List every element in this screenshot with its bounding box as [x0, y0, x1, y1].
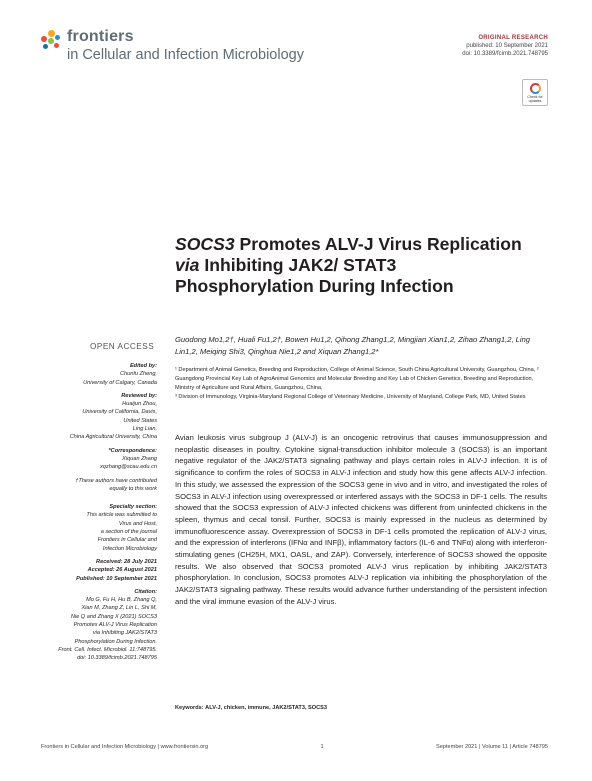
correspondence: [30, 447, 157, 472]
citation-line: Mo G, Fu H, Hu B, Zhang Q,: [86, 597, 157, 604]
article-title: [175, 234, 535, 297]
equal-contribution-note: †These authors have contributed equally to this work: [75, 477, 157, 492]
citation-line: Xian M, Zhang Z, Lin L, Shi M,: [81, 605, 157, 612]
received-date: Received: 28 July 2021: [96, 558, 157, 565]
article-sidebar: [30, 362, 157, 668]
footer-volume: September 2021 | Volume 11 | Article 748795: [436, 744, 548, 750]
title-text-1: Promotes ALV-J Virus Replication: [234, 234, 522, 254]
published-date-sidebar: Published: 10 September 2021: [76, 575, 157, 582]
article-dates: [30, 558, 157, 583]
specialty-line: a section of the journal: [100, 529, 157, 536]
title-text-2: Inhibiting JAK2/ STAT3 Phosphorylation During Infection: [175, 255, 454, 296]
frontiers-logo-icon: [41, 30, 63, 52]
reviewed-by-label: Reviewed by:: [121, 392, 157, 399]
citation-doi[interactable]: doi: 10.3389/fcimb.2021.748795: [77, 655, 157, 662]
footer-journal: Frontiers in Cellular and Infection Microbiology | www.frontiersin.org: [41, 744, 209, 750]
citation-line: Promotes ALV-J Virus Replication: [73, 622, 157, 629]
author-list: Guodong Mo1,2†, Huali Fu1,2†, Bowen Hu1,2, Qihong Zhang1,2, Mingjian Xian1,2, Zihao Zhang1,2, Ling Lin1,2, Meiqing Shi3, Qinghua Nie1,2 and Xiquan Zhang1,2*: [175, 335, 531, 356]
published-date: published: 10 September 2021: [466, 43, 548, 49]
citation-line: Phosphorylation During Infection.: [74, 638, 157, 645]
citation-label: Citation:: [134, 588, 157, 595]
title-gene: SOCS3: [175, 234, 235, 254]
article-type: ORIGINAL RESEARCH: [478, 35, 548, 41]
reviewer-1-country: United States: [123, 417, 157, 424]
title-via: via: [175, 255, 200, 275]
doi[interactable]: doi: 10.3389/fcimb.2021.748795: [462, 51, 548, 57]
editor-name: Chunfu Zheng,: [119, 371, 157, 378]
reviewer-2-name: Ling Lian,: [132, 426, 157, 433]
brand-name: frontiers: [67, 28, 134, 45]
affiliations: [175, 366, 545, 402]
accepted-date: Accepted: 26 August 2021: [87, 567, 157, 574]
check-updates-label: Check for updates: [527, 95, 543, 103]
page-number: 1: [320, 744, 324, 750]
specialty-line: Virus and Host,: [118, 520, 157, 527]
specialty-line: Infection Microbiology: [102, 545, 157, 552]
edited-by-label: Edited by:: [129, 363, 157, 369]
reviewer-1-affiliation: University of California, Davis,: [82, 409, 157, 416]
check-for-updates-button[interactable]: [522, 79, 548, 106]
reviewed-by: [30, 392, 157, 442]
citation-line: via Inhibiting JAK2/STAT3: [92, 630, 157, 637]
edited-by: [30, 362, 157, 387]
keywords-label: Keywords:: [175, 705, 204, 711]
reviewer-2-affiliation: China Agricultural University, China: [69, 434, 157, 441]
affiliation-1-2: ¹ Department of Animal Genetics, Breeding and Reproduction, College of Animal Science, South China Agricultural University, Guangzhou, China, ² Guangdong Provincial Key Lab of AgroAnimal Genomics and Molecular Breeding and Key Lab of Chicken Genetics, Breeding and Reproduction, Ministry of Agriculture and Rural Affairs, Guangzhou, China,: [175, 367, 539, 391]
affiliation-3: ³ Division of Immunology, Virginia-Maryland Regional College of Veterinary Medicine, University of Maryland, College Park, MD, United States: [175, 394, 526, 400]
abstract: Avian leukosis virus subgroup J (ALV-J) is an oncogenic retrovirus that causes immunosuppression and neoplastic diseases in poultry. Cytokine signal-transduction inhibitor molecule 3 (SOCS3) is an important negative regulator of the JAK2/STAT3 signaling pathway and plays certain roles in ALV-J infection. It is of significance to confirm the roles of SOCS3 in ALV-J infection and study how this gene affects ALV-J infection. In this study, we assessed the expression of the SOCS3 gene in vivo and in vitro, and investigated the roles of SOCS3 in ALV-J infection using overexpressed or interfered assays with the SOCS3 in DF-1 cells. The results showed that the SOCS3 expression of ALV-J infected chickens was different from uninfected chickens in the spleen, thymus and cecal tonsil. Further, SOCS3 is mainly expressed in the nucleus as determined by immunofluorescence assay. Overexpression of SOCS3 in DF-1 cells promoted the replication of ALV-J virus, and the expression of interferons (IFNα and INFβ), inflammatory factors (IL-6 and TNFα) along with interferon-stimulating genes (CH25H, MX1, OASL, and ZAP). Conversely, interference of SOCS3 showed the opposite results. We also observed that SOCS3 promoted ALV-J virus replication by inhibiting JAK2/STAT3 phosphorylation. In conclusion, SOCS3 promotes ALV-J replication via inhibiting the phosphorylation of the JAK2/STAT3 signaling pathway. These results would advance further understanding of the persistent infection and the viral immune evasion of the ALV-J virus.: [175, 433, 547, 606]
citation-line: Front. Cell. Infect. Microbiol. 11:748795.: [58, 646, 157, 653]
open-access-label: OPEN ACCESS: [90, 342, 155, 351]
correspondence-label: *Correspondence:: [108, 447, 157, 454]
citation-line: Nie Q and Zhang X (2021) SOCS3: [70, 613, 157, 620]
specialty-line: This article was submitted to: [86, 512, 157, 519]
correspondence-name: Xiquan Zhang: [122, 455, 157, 462]
journal-name: in Cellular and Infection Microbiology: [67, 47, 304, 63]
editor-affiliation: University of Calgary, Canada: [83, 379, 157, 386]
keywords: [175, 705, 547, 711]
page-footer: [41, 744, 548, 750]
check-updates-icon: [530, 83, 541, 94]
correspondence-email[interactable]: xqzhang@scau.edu.cn: [100, 464, 157, 471]
reviewer-1-name: Huaijun Zhou,: [122, 401, 157, 408]
specialty-section: [30, 503, 157, 553]
specialty-label: Specialty section:: [109, 504, 157, 511]
citation: [30, 588, 157, 663]
journal-logo: [41, 28, 304, 63]
keywords-list: ALV-J, chicken, immune, JAK2/STAT3, SOCS3: [205, 705, 328, 711]
article-header-meta: [462, 34, 548, 58]
specialty-line: Frontiers in Cellular and: [97, 537, 157, 544]
